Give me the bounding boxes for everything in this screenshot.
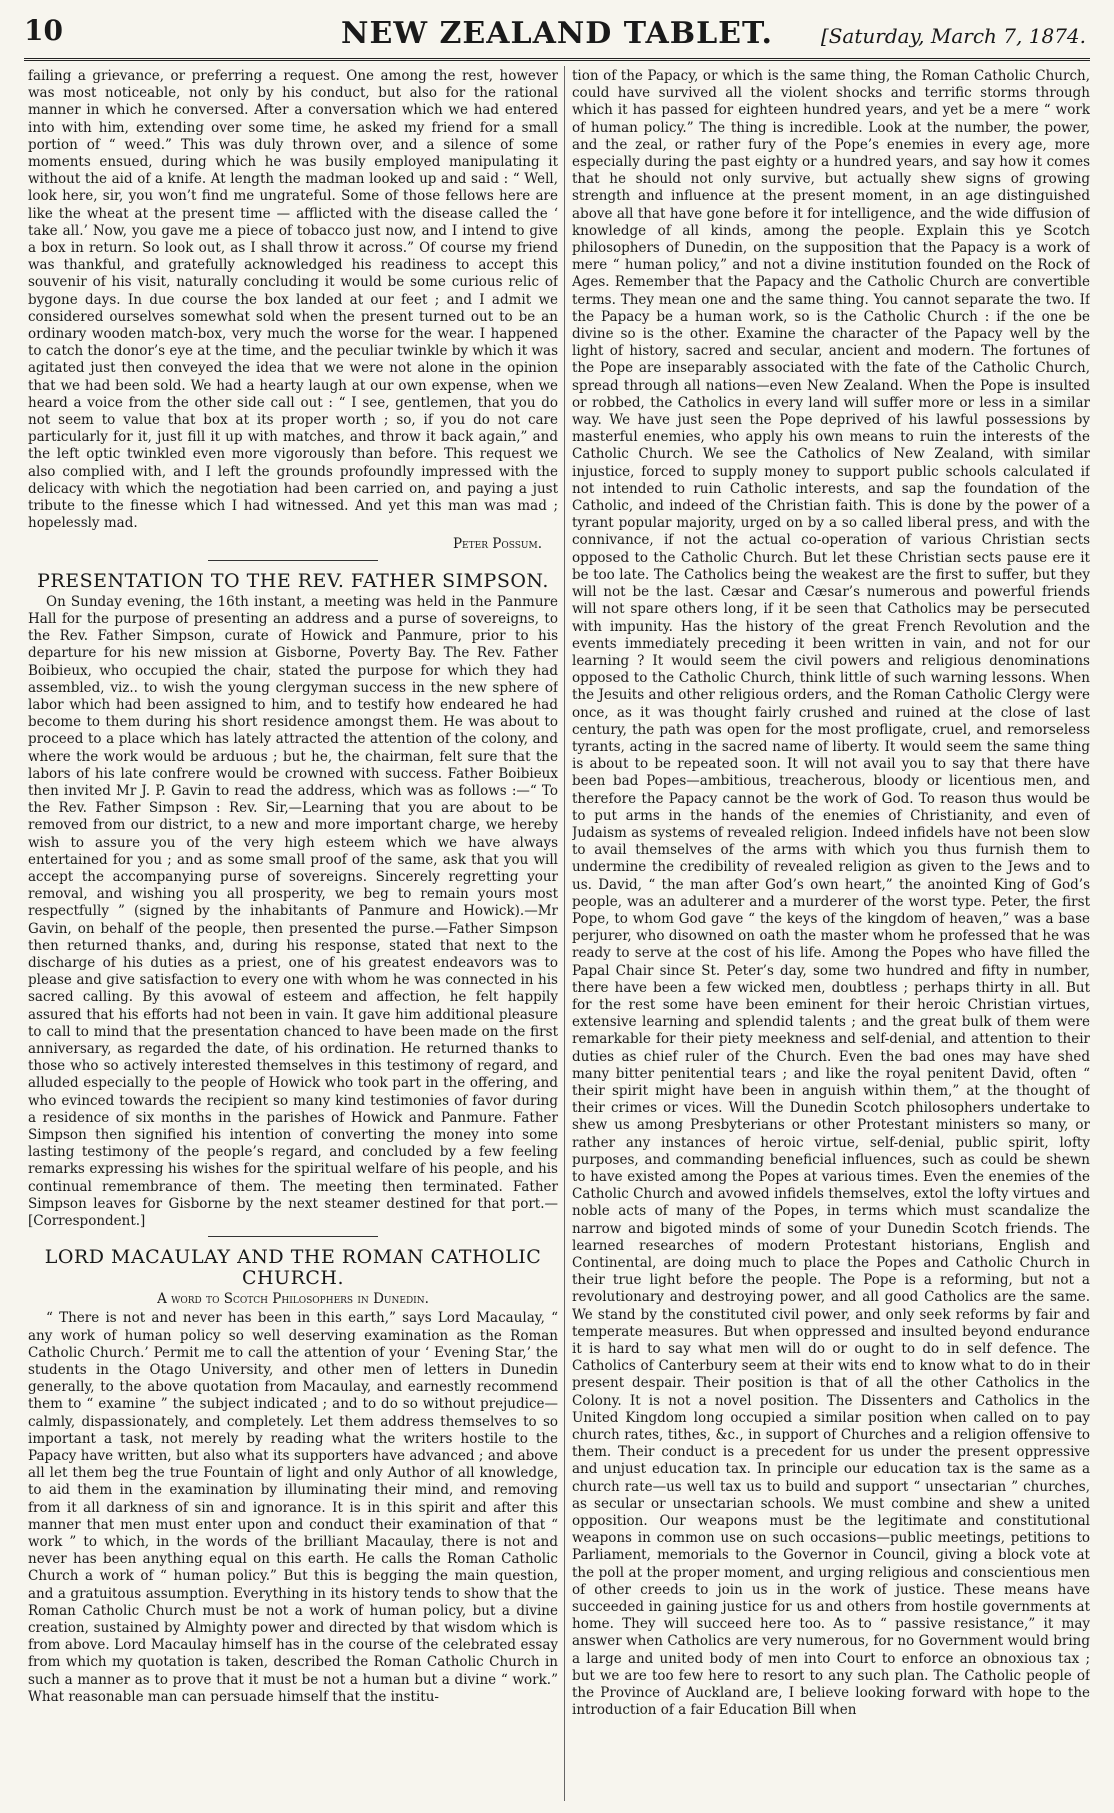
masthead-rule (24, 58, 1090, 61)
macaulay-subheading: A word to Scotch Philosophers in Dunedin. (157, 1291, 429, 1308)
presentation-heading: PRESENTATION TO THE REV. FATHER SIMPSON. (37, 569, 549, 592)
macaulay-continuation: tion of the Papacy, or which is the same thing, the Roman Catholic Church, could have survived all the violent shocks and terrific storms through which it has passed for eighteen hundred years, and yet be a mere “ work of human policy.” The thing is incredible. Look at the number, the power, and the zeal, or rather fury of the Pope’s enemies in every age, more especially during the past eighty or a hundred years, and say how it comes that he should not only survive, but actually shew signs of growing strength and influence at the present moment, in an age distinguished above all that have gone before it for intelligence, and the wide diffusion of knowledge of all kinds, among the people. Explain this ye Scotch philosophers of Dunedin, on the supposition that the Papacy is a work of mere “ human policy,” and not a divine institution founded on the Rock of Ages. Remember that the Papacy and the Catholic Church are convertible terms. They mean one and the same thing. You cannot separate the two. If the Papacy be a human work, so is the Catholic Church : if the one be divine so is the other. Examine the character of the Papacy well by the light of history, sacred and secular, ancient and modern. The fortunes of the Pope are inseparably associated with the fate of the Catholic Church, spread through all nations—even New Zealand. When the Pope is insulted or robbed, the Catholics in every land will suffer more or less in a similar way. We have just seen the Pope deprived of his lawful possessions by masterful enemies, who apply his own means to ruin the interests of the Catholic Church. We see the Catholics of New Zealand, with similar injustice, forced to supply money to support public schools calculated if not intended to ruin Catholic interests, and sap the foundation of the Catholic, and indeed of the Christian faith. This is done by the power of a tyrant popular majority, urged on by a so called liberal press, and with the connivance, if not the actual co-operation of various Christian sects opposed to the Catholic Church. But let these Christian sects pause ere it be too late. The Catholics being the weakest are the first to suffer, but they will not be the last. Cæsar and Cæsar’s numerous and powerful friends will not spare others long, if it be seen that Catholics may be persecuted with impunity. Has the history of the great French Revolution and the events immediately preceding it been written in vain, and not for our learning ? It would seem the civil powers and religious denominations opposed to the Catholic Church, think little of such warning lessons. When the Jesuits and other religious orders, and the Roman Catholic Clergy were once, as it was thought fairly crushed and ruined at the close of last century, the path was open for the most profligate, cruel, and remorseless tyrants, acting in the sacred name of liberty. It would seem the same thing is about to be repeated soon. It will not avail you to say that there have been bad Popes—ambitious, treacherous, bloody or licentious men, and therefore the Papacy cannot be the work of God. To reason thus would be to put arms in the hands of the enemies of Christianity, and even of Judaism as systems of revealed religion. Indeed infidels have not been slow to avail themselves of the arms with which you thus furnish them to undermine the credibility of revealed religion as given to the Jews and to us. David, “ the man after God’s own heart,” the anointed King of God’s people, was an adulterer and a murderer of the worst type. Peter, the first Pope, to whom God gave “ the keys of the kingdom of heaven,” was a base perjurer, who disowned on oath the master whom he professed that he was ready to serve at the cost of his life. Among the Popes who have filled the Papal Chair since St. Peter’s day, some two hundred and fifty in number, there have been a few wicked men, doubtless ; perhaps thirty in all. But for the rest some have been eminent for their heroic Christian virtues, extensive learning and splendid talents ; and the great bulk of them were remarkable for their piety meekness and self-denial, and attention to their duties as chief ruler of the Church. Even the bad ones may have shed many bitter penitential tears ; and like the royal penitent David, often “ their spirit might have been in anguish within them,” at the thought of their crimes or vices. Will the Dunedin Scotch philosophers undertake to shew us among Presbyterians or other Protestant ministers so many, or rather any instances of heroic virtue, self-denial, public spirit, lofty purposes, and commanding beneficial influences, such as could be shewn to have existed among the Popes at various times. Even the enemies of the Catholic Church and avowed infidels themselves, extol the lofty virtues and noble acts of many of the Popes, in terms which must scandalize the narrow and bigoted minds of some of your Dunedin Scotch friends. The learned researches of modern Protestant historians, English and Continental, are doing much to place the Popes and Catholic Church in their true light before the people. The Pope is a reforming, but not a revolutionary and destroying power, and all good Catholics are the same. We stand by the constituted civil power, and only seek reforms by fair and temperate measures. But when oppressed and insulted beyond endurance it is hard to say what men will do or ought to do in self defence. The Catholics of Canterbury seem at their wits end to know what to do in their present despair. Their position is that of all the other Catholics in the Colony. It is not a novel position. The Dissenters and Catholics in the United Kingdom long occupied a similar position when called on to pay church rates, tithes, &c., in support of Churches and a religion offensive to them. Their conduct is a precedent for us under the present oppressive and unjust education tax. In principle our education tax is the same as a church rate—us well tax us to build and support “ unsectarian ” churches, as secular or unsectarian schools. We must combine and shew a united opposition. Our weapons must be the legitimate and constitutional weapons in common use on such occasions—public meetings, petitions to Parliament, memorials to the Governor in Council, giving a block vote at the poll at the proper moment, and urging religious and conscientious men of other creeds to join us in the work of justice. These means have succeeded in gaining justice for us and others from hostile governments at home. They will succeed here too. As to “ passive resistance,” it may answer when Catholics are very numerous, for no Government would bring a large and united body of men into Court to enforce an obnoxious tax ; but we are too few here to resort to any such plan. The Catholic people of the Province of Auckland are, I believe looking forward with hope to the introduction of a fair Education Bill when (572, 68, 1090, 1719)
article-separator (208, 1236, 378, 1237)
left-column (28, 68, 558, 1798)
column-divider (564, 66, 565, 1801)
macaulay-body: “ There is not and never has been in this earth,” says Lord Macaulay, “ any work of human policy so well deserving examination as the Roman Catholic Church.’ Permit me to call the attention of your ‘ Evening Star,’ the students in the Otago University, and other men of letters in Dunedin generally, to the above quotation from Macaulay, and earnestly recommend them to “ examine ” the subject indicated ; and to do so without prejudice—calmly, dispassionately, and completely. Let them address themselves to so important a task, not merely by reading what the writers hostile to the Papacy have written, but also what its supporters have advanced ; and above all let them beg the true Fountain of light and only Author of all knowledge, to aid them in the examination by illuminating their mind, and removing from it all darkness of sin and ignorance. It is in this spirit and after this manner that men must enter upon and conduct their examination of that “ work ” to which, in the words of the brilliant Macaulay, there is not and never has been anything equal on this earth. He calls the Roman Catholic Church a work of “ human policy.” But this is begging the main question, and a gratuitous assumption. Everything in its history tends to show that the Roman Catholic Church must be not a work of human policy, but a divine creation, sustained by Almighty power and directed by that wisdom which is from above. Lord Macaulay himself has in the course of the celebrated essay from which my quotation is taken, described the Roman Catholic Church in such a manner as to prove that it must be not a human but a divine “ work.” What reasonable man can persuade himself that the institu- (28, 1310, 558, 1705)
newspaper-title: NEW ZEALAND TABLET. (341, 16, 773, 51)
issue-date: [Saturday, March 7, 1874. (820, 24, 1086, 48)
masthead (0, 0, 1114, 58)
possum-article-continuation: failing a grievance, or preferring a request. One among the rest, however was most noticeable, not only by his conduct, but also for the rational manner in which he conversed. After a conversation which we had entered into with him, extending over some time, he asked my friend for a small portion of “ weed.” This was duly thrown over, and a silence of some moments ensued, during which he was busily employed manipulating it without the aid of a knife. At length the madman looked up and said : “ Well, look here, sir, you won’t find me ungrateful. Some of those fellows here are like the wheat at the present time — afflicted with the disease called the ‘ take all.’ Now, you gave me a piece of tobacco just now, and I intend to give a box in return. So look out, as I shall throw it across.” Of course my friend was thankful, and gratefully acknowledged his readiness to accept this souvenir of his visit, naturally concluding it would be some curious relic of bygone days. In due course the box landed at our feet ; and I admit we considered ourselves somewhat sold when the present turned out to be an ordinary wooden match-box, very much the worse for the wear. I happened to catch the donor’s eye at the time, and the peculiar twinkle by which it was agitated just then conveyed the idea that we were not alone in the opinion that we had been sold. We had a hearty laugh at our own expense, when we heard a voice from the other side call out : “ I see, gentlemen, that you do not seem to value that box at its proper worth ; so, if you do not care particularly for it, just fill it up with matches, and throw it back again,” and the left optic twinkled even more vigorously than before. This request we also complied with, and I left the grounds profoundly impressed with the delicacy with which the negotiation had been carried on, and paying a just tribute to the finesse which I had witnessed. And yet this man was mad ; hopelessly mad. (28, 68, 558, 532)
macaulay-heading: LORD MACAULAY AND THE ROMAN CATHOLIC CHURCH. (44, 1246, 542, 1290)
article-separator (208, 560, 378, 561)
page-number: 10 (24, 14, 63, 47)
presentation-body: On Sunday evening, the 16th instant, a meeting was held in the Panmure Hall for the purpose of presenting an address and a purse of sovereigns, to the Rev. Father Simpson, curate of Howick and Panmure, prior to his departure for his new mission at Gisborne, Poverty Bay. The Rev. Father Boibieux, who occupied the chair, stated the purpose for which they had assembled, viz.. to wish the young clergyman success in the new sphere of labor which had been assigned to him, and to testify how endeared he had become to them during his short residence amongst them. He was about to proceed to a place which has lately attracted the attention of the colony, and where the work would be arduous ; but he, the chairman, felt sure that the labors of his late confrere would be crowned with success. Father Boibieux then invited Mr J. P. Gavin to read the address, which was as follows :—“ To the Rev. Father Simpson : Rev. Sir,—Learning that you are about to be removed from our district, to a new and more important charge, we hereby wish to assure you of the very high esteem which we have always entertained for you ; and as some small proof of the same, ask that you will accept the accompanying purse of sovereigns. Sincerely regretting your removal, and wishing you all prosperity, we beg to remain yours most respectfully ” (signed by the inhabitants of Panmure and Howick).—Mr Gavin, on behalf of the people, then presented the purse.—Father Simpson then returned thanks, and, during his response, stated that next to the discharge of his duties as a priest, one of his greatest endeavors was to please and give satisfaction to every one with whom he was connected in his sacred calling. By this avowal of esteem and affection, he felt happily assured that his efforts had not been in vain. It gave him additional pleasure to call to mind that the presentation chanced to have been made on the first anniversary, as regarded the date, of his ordination. He returned thanks to those who so actively interested themselves in this testimony of regard, and alluded especially to the people of Howick who took part in the offering, and who evinced towards the recipient so many kind testimonies of favor during a residence of six months in the parishes of Howick and Panmure. Father Simpson then signified his intention of converting the money into some lasting testimony of the people’s regard, and concluded by a few feeling remarks expressing his wishes for the spiritual welfare of his people, and his continual remembrance of them. The meeting then terminated. Father Simpson leaves for Gisborne by the next steamer destined for that port.—[Correspondent.] (28, 593, 558, 1229)
possum-signature: Peter Possum. (452, 536, 542, 553)
right-column (572, 68, 1090, 1798)
